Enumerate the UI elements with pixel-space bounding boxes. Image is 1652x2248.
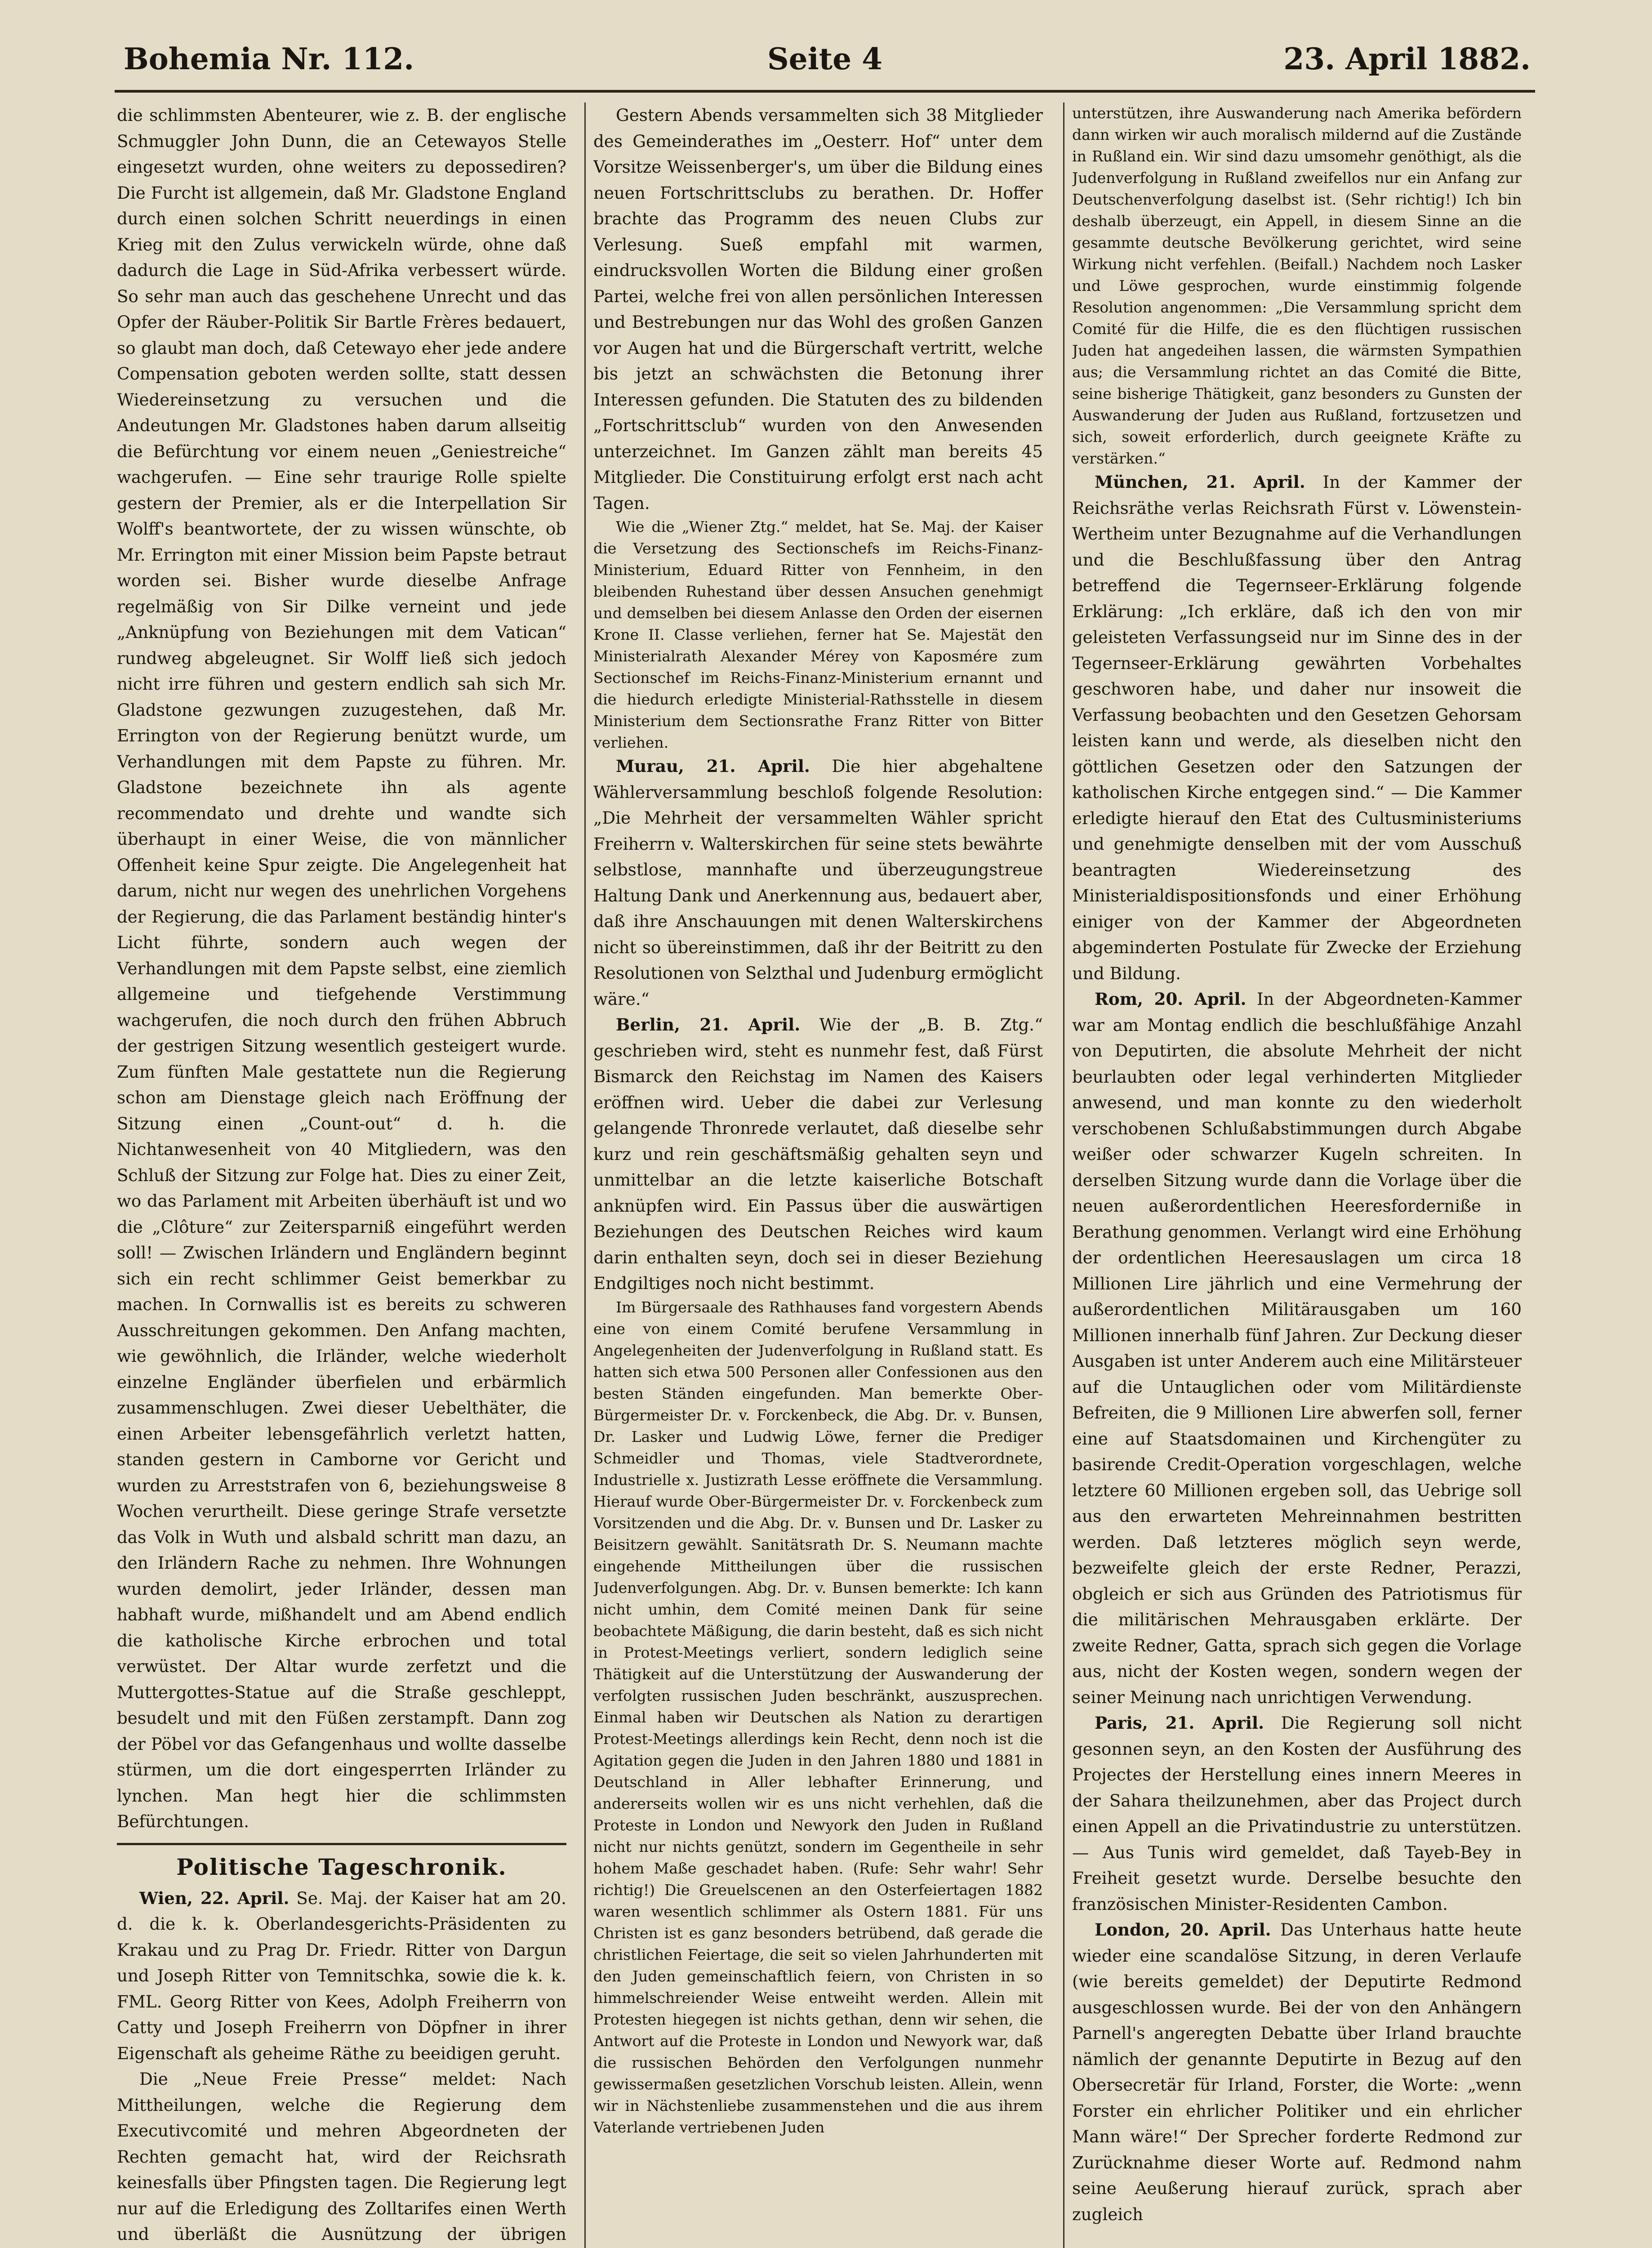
news-item-london-text: Das Unterhaus hatte heute wieder eine scandalöse Sitzung, in deren Verlaufe (wie bereits gemeldet) der Deputirte Redmond ausgeschlossen wurde. Bei der von den Anhängern Parnell's angeregten Debatte über Irland brauchte nämlich der genannte Deputirte in Bezug auf den Obersecretär für Irland, Forster, die Worte: „wenn Forster ein ehrlicher Politiker und ein ehrlicher Mann wäre!“ Der Sprecher forderte Redmond zur Zurücknahme dieser Worte auf. Redmond nahm seine Aeußerung hierauf zurück, sprach aber zugleich (1072, 1920, 1522, 2224)
news-item-paris (1072, 1710, 1522, 1917)
dateline-berlin: Berlin, 21. April. (616, 1015, 801, 1035)
news-item-continuation: unterstützen, ihre Auswanderung nach Amerika befördern dann wirken wir auch moralisch mildernd auf die Zustände in Rußland ein. Wir sind dazu umsomehr genöthigt, als die Judenverfolgung in Rußland zweifellos nur ein Anfang zur Deutschenverfolgung daselbst ist. (Sehr richtig!) Ich bin deshalb überzeugt, ein Appell, in diesem Sinne an die gesammte deutsche Bevölkerung gerichtet, wird seine Wirkung nicht verfehlen. (Beifall.) Nachdem noch Lasker und Löwe gesprochen, wurde einstimmig folgende Resolution angenommen: „Die Versammlung spricht dem Comité für die Hilfe, die es den flüchtigen russischen Juden hat angedeihen lassen, die wärmsten Sympathien aus; die Versammlung richtet an das Comité die Bitte, seine bisherige Thätigkeit, ganz besonders zu Gunsten der Auswanderung der Juden aus Rußland, fortzusetzen und sich, soweit erforderlich, durch geeignete Kräfte zu verstärken.“ (1072, 104, 1522, 467)
news-item-muenchen-text: In der Kammer der Reichsräthe verlas Reichsrath Fürst v. Löwenstein-Wertheim unter Bezugnahme auf die Verhandlungen und die Beschlußfassung über den Antrag betreffend die Tegernseer-Erklärung folgende Erklärung: „Ich erkläre, daß ich den von mir geleisteten Verfassungseid nur im Sinne des in der Tegernseer-Erklärung gewährten Vorbehaltes geschworen habe, und daher nur insoweit die Verfassung beobachten und den Gesetzen Gehorsam leisten kann und werde, als dieselben nicht den göttlichen Gesetzen oder den Satzungen der katholischen Kirche entgegen sind.“ — Die Kammer erledigte hierauf den Etat des Cultusministeriums und genehmigte denselben mit der vom Ausschuß beantragten Wiedereinsetzung des Ministerialdispositionsfonds und einer Erhöhung einiger von der Kammer der Abgeordneten abgeminderten Postulate für Zwecke der Erziehung und Bildung. (1072, 472, 1522, 983)
column-2 (593, 103, 1043, 2248)
dateline-murau: Murau, 21. April. (616, 756, 810, 776)
column-separator (1063, 103, 1064, 2248)
dateline-paris: Paris, 21. April. (1095, 1713, 1264, 1733)
section-rule (117, 1843, 566, 1845)
news-item-rom (1072, 986, 1522, 1710)
news-item-judenverfolgung: Im Bürgersaale des Rathhauses fand vorgestern Abends eine von einem Comité berufene Versammlung in Angelegenheiten der Judenverfolgung in Rußland statt. Es hatten sich etwa 500 Personen aller Confessionen aus den besten Ständen eingefunden. Man bemerkte Ober-Bürgermeister Dr. v. Forckenbeck, die Abg. Dr. v. Bunsen, Dr. Lasker und Ludwig Löwe, ferner die Prediger Schmeidler und Thomas, viele Stadtverordnete, Industrielle x. Justizrath Lesse eröffnete die Versammlung. Hierauf wurde Ober-Bürgermeister Dr. v. Forckenbeck zum Vorsitzenden und die Abg. Dr. v. Bunsen und Dr. Lasker zu Beisitzern gewählt. Sanitätsrath Dr. S. Neumann machte eingehende Mittheilungen über die russischen Judenverfolgungen. Abg. Dr. v. Bunsen bemerkte: Ich kann nicht umhin, dem Comité meinen Dank für seine beobachtete Mäßigung, die darin besteht, daß es sich nicht in Protest-Meetings verliert, sondern lediglich seine Thätigkeit auf die Unterstützung der Auswanderung der verfolgten russischen Juden beschränkt, auszusprechen. Einmal haben wir Deutschen als Nation zu derartigen Protest-Meetings allerdings kein Recht, denn noch ist die Agitation gegen die Juden in den Jahren 1880 und 1881 in Deutschland in Aller lebhafter Erinnerung, und andererseits wollen wir es uns nicht verhehlen, daß die Proteste in London und Newyork den Juden in Rußland nicht nur nichts genützt, sondern im Gegentheile in sehr hohem Maße geschadet haben. (Rufe: Sehr wahr! Sehr richtig!) Die Greuelscenen an den Osterfeiertagen 1882 waren wesentlich schlimmer als Ostern 1881. Für uns Christen ist es ganz besonders betrübend, daß gerade die christlichen Feiertage, die seit so vielen Jahrhunderten mit den Juden gemeinschaftlich feiern, von Christen in so himmelschreiender Weise entweiht werden. Allein mit Protesten hiegegen ist nichts gethan, denn wir sehen, die Antwort auf die Proteste in London und Newyork war, daß die russischen Behörden den Verfolgungen nunmehr gewissermaßen gesetzlichen Vorschub leisten. Allein, wenn wir in Nächstenliebe zusammenstehen und die aus ihrem Vaterlande vertriebenen Juden (593, 1298, 1043, 2136)
section-heading: Politische Tageschronik. (176, 1853, 507, 1880)
news-item-murau-text: Die hier abgehaltene Wählerversammlung beschloß folgende Resolution: „Die Mehrheit der versammelten Wähler spricht Freiherrn v. Walterskirchen für seine stets bewährte selbstlose, mannhafte und überzeugungstreue Haltung Dank und Anerkennung aus, bedauert aber, daß ihre Anschauungen mit denen Walterskirchens nicht so übereinstimmen, daß ihr der Beitritt zu den Resolutionen von Selzthal und Judenburg ermöglicht wäre.“ (593, 756, 1043, 1009)
page-number: Seite 4 (767, 41, 883, 76)
news-item-paris-text: Die Regierung soll nicht gesonnen seyn, an den Kosten der Ausführung des Projectes der Herstellung eines innern Meeres in der Sahara theilzunehmen, aber das Project durch einen Appell an die Privatindustrie zu unterstützen. — Aus Tunis wird gemeldet, daß Tayeb-Bey in Freiheit gesetzt wurde. Derselbe besuchte den französischen Minister-Residenten Cambon. (1072, 1713, 1522, 1914)
news-item-wien-text: Se. Maj. der Kaiser hat am 20. d. die k. k. Oberlandesgerichts-Präsidenten zu Krakau und zu Prag Dr. Friedr. Ritter von Dargun und Joseph Ritter von Temnitschka, sowie die k. k. FML. Georg Ritter von Kees, Adolph Freiherrn von Catty und Joseph Freiherrn von Döpfner in ihrer Eigenschaft als geheime Räthe zu beeidigen geruht. (117, 1888, 566, 2063)
dateline-wien: Wien, 22. April. (139, 1888, 289, 1908)
news-item-murau (593, 754, 1043, 1012)
small-print-block (593, 1297, 1043, 2138)
news-item-london (1072, 1917, 1522, 2227)
news-item-wiener-zeitung: Wie die „Wiener Ztg.“ meldet, hat Se. Maj. der Kaiser die Versetzung des Sectionschefs im Reichs-Finanz-Ministerium, Eduard Ritter von Fennheim, in den bleibenden Ruhestand über dessen Ansuchen genehmigt und demselben bei diesem Anlasse den Orden der eisernen Krone II. Classe verliehen, ferner hat Se. Majestät den Ministerialrath Alexander Mérey von Kaposmére zum Sectionschef im Reichs-Finanz-Ministerium ernannt und die hiedurch erledigte Ministerial-Rathsstelle in diesem Ministerium dem Sectionsrathe Franz Ritter von Bitter verliehen. (593, 518, 1043, 751)
news-item-rom-text: In der Abgeordneten-Kammer war am Montag endlich die beschlußfähige Anzahl von Deputirten, die absolute Mehrheit der nicht beurlaubten oder legal verhinderten Mitglieder anwesend, und man konnte zu den wiederholt verschobenen Schlußabstimmungen durch Abgabe weißer oder schwarzer Kugeln schreiten. In derselben Sitzung wurde dann die Vorlage über die neuen außerordentlichen Heeresforderniße in Berathung genommen. Verlangt wird eine Erhöhung der ordentlichen Heeresauslagen um circa 18 Millionen Lire jährlich und eine Vermehrung der außerordentlichen Militärausgaben um 160 Millionen innerhalb fünf Jahren. Zur Deckung dieser Ausgaben ist unter Anderem auch eine Militärsteuer auf die Untauglichen oder vom Militärdienste Befreiten, die 9 Millionen Lire abwerfen soll, ferner eine auf Staatsdomainen und Kirchengüter zu basirende Credit-Operation vorgeschlagen, welche letztere 60 Millionen ergeben soll, das Uebrige soll aus den erwarteten Mehreinnahmen bestritten werden. Daß letzteres möglich seyn werde, bezweifelte gleich der erste Redner, Perazzi, obgleich er sich aus Gründen des Patriotismus für die militärischen Mehrausgaben erklärte. Der zweite Redner, Gatta, sprach sich gegen die Vorlage aus, nicht der Kosten wegen, sondern wegen der seiner Meinung nach unrichtigen Verwendung. (1072, 989, 1522, 1707)
news-item-muenchen (1072, 469, 1522, 986)
page-header (115, 41, 1535, 91)
dateline-muenchen: München, 21. April. (1095, 472, 1305, 492)
dateline-london: London, 20. April. (1095, 1920, 1271, 1940)
small-print-block (1072, 103, 1522, 469)
header-rule (115, 90, 1535, 93)
news-item-berlin-text: Wie der „B. B. Ztg.“ geschrieben wird, steht es nunmehr fest, daß Fürst Bismarck den Reichstag im Namen des Kaisers eröffnen wird. Ueber die dabei zur Verlesung gelangende Thronrede verlautet, daß dieselbe sehr kurz und rein geschäftsmäßig gehalten seyn und unmittelbar an die letzte kaiserliche Botschaft anknüpfen wird. Ein Passus über die auswärtigen Beziehungen des Deutschen Reiches wird kaum darin enthalten seyn, doch sei in dieser Beziehung Endgiltiges noch nicht bestimmt. (593, 1015, 1043, 1293)
column-separator (584, 103, 586, 2248)
news-item-berlin (593, 1012, 1043, 1297)
issue-number: Bohemia Nr. 112. (124, 41, 414, 76)
article-continuation: die schlimmsten Abenteurer, wie z. B. der englische Schmuggler John Dunn, die an Cetewayos Stelle eingesetzt wurden, ohne weiters zu depossediren? Die Furcht ist allgemein, daß Mr. Gladstone England durch einen solchen Schritt neuerdings in einen Krieg mit den Zulus verwickeln würde, ohne daß dadurch die Lage in Süd-Afrika verbessert würde. So sehr man auch das geschehene Unrecht und das Opfer der Räuber-Politik Sir Bartle Frères bedauert, so glaubt man doch, daß Cetewayo eher jede andere Compensation geboten werden sollte, statt dessen Wiedereinsetzung zu versuchen und die Andeutungen Mr. Gladstones haben darum allseitig die Befürchtung vor einem neuen „Geniestreiche“ wachgerufen. — Eine sehr traurige Rolle spielte gestern der Premier, als er die Interpellation Sir Wolff's beantwortete, der zu wissen wünschte, ob Mr. Errington mit einer Mission beim Papste betraut worden sei. Bisher wurde dieselbe Anfrage regelmäßig von Sir Dilke verneint und jede „Anknüpfung von Beziehungen mit dem Vatican“ rundweg abgeleugnet. Sir Wolff ließ sich jedoch nicht irre führen und gestern endlich sah sich Mr. Gladstone gezwungen zuzugestehen, daß Mr. Errington von der Regierung benützt wurde, um Verhandlungen mit dem Papste zu führen. Mr. Gladstone bezeichnete ihn als agente recommendato und drehte und wandte sich überhaupt in einer Weise, die von männlicher Offenheit keine Spur zeigte. Die Angelegenheit hat darum, nicht nur wegen des unehrlichen Vorgehens der Regierung, die das Parlament beständig hinter's Licht führte, sondern auch wegen der Verhandlungen mit dem Papste selbst, eine ziemlich allgemeine und tiefgehende Verstimmung wachgerufen, die noch durch den frühen Abbruch der gestrigen Sitzung wesentlich gesteigert wurde. Zum fünften Male gestattete nun die Regierung schon am Dienstage gleich nach Eröffnung der Sitzung einen „Count-out“ d. h. die Nichtanwesenheit von 40 Mitgliedern, was den Schluß der Sitzung zur Folge hat. Dies zu einer Zeit, wo das Parlament mit Arbeiten überhäuft ist und wo die „Clôture“ zur Zeitersparniß eingeführt werden soll! — Zwischen Irländern und Engländern beginnt sich ein recht schlimmer Geist bemerkbar zu machen. In Cornwallis ist es bereits zu schweren Ausschreitungen gekommen. Den Anfang machten, wie gewöhnlich, die Irländer, welche wiederholt einzelne Engländer überfielen und erbärmlich zusammenschlugen. Zwei dieser Uebelthäter, die einen Arbeiter lebensgefährlich verletzt hatten, standen gestern in Camborne vor Gericht und wurden zu Arreststrafen von 6, beziehungsweise 8 Wochen verurtheilt. Diese geringe Strafe versetzte das Volk in Wuth und alsbald schritt man dazu, an den Irländern Rache zu nehmen. Ihre Wohnungen wurden demolirt, jeder Irländer, dessen man habhaft wurde, mißhandelt und am Abend endlich die katholische Kirche erbrochen und total verwüstet. Der Altar wurde zerfetzt und die Muttergottes-Statue auf die Straße geschleppt, besudelt und mit den Füßen zerstampft. Dann zog der Pöbel vor das Gefangenhaus und wollte dasselbe stürmen, um die dort eingesperrten Irländer zu lynchen. Man hegt hier die schlimmsten Befürchtungen. (117, 105, 566, 1831)
dateline-rom: Rom, 20. April. (1095, 989, 1247, 1009)
column-3 (1072, 103, 1522, 2248)
issue-date: 23. April 1882. (1283, 41, 1531, 76)
small-print-block (593, 516, 1043, 754)
news-item-wien (117, 1886, 566, 2067)
column-1 (117, 103, 566, 2248)
news-item-neue-freie-presse: Die „Neue Freie Presse“ meldet: Nach Mittheilungen, welche die Regierung dem Executivcomité und mehren Abgeordneten der Rechten gemacht hat, wird der Reichsrath keinesfalls über Pfingsten tagen. Die Regierung legt nur auf die Erledigung des Zolltarifes einen Werth und überläßt die Ausnützung der übrigen (117, 2069, 566, 2244)
news-item-fortschrittsclub: Gestern Abends versammelten sich 38 Mitglieder des Gemeinderathes im „Oesterr. Hof“ unter dem Vorsitze Weissenberger's, um über die Bildung eines neuen Fortschrittsclubs zu berathen. Dr. Hoffer brachte das Programm des neuen Clubs zur Verlesung. Sueß empfahl mit warmen, eindrucksvollen Worten die Bildung einer großen Partei, welche frei von allen persönlichen Interessen und Bestrebungen nur das Wohl des großen Ganzen vor Augen hat und die Bürgerschaft vertritt, welche bis jetzt an schwächsten die Betonung ihrer Interessen gefunden. Die Statuten des zu bildenden „Fortschrittsclub“ wurden von den Anwesenden unterzeichnet. Im Ganzen zählt man bereits 45 Mitglieder. Die Constituirung erfolgt erst nach acht Tagen. (593, 105, 1043, 513)
